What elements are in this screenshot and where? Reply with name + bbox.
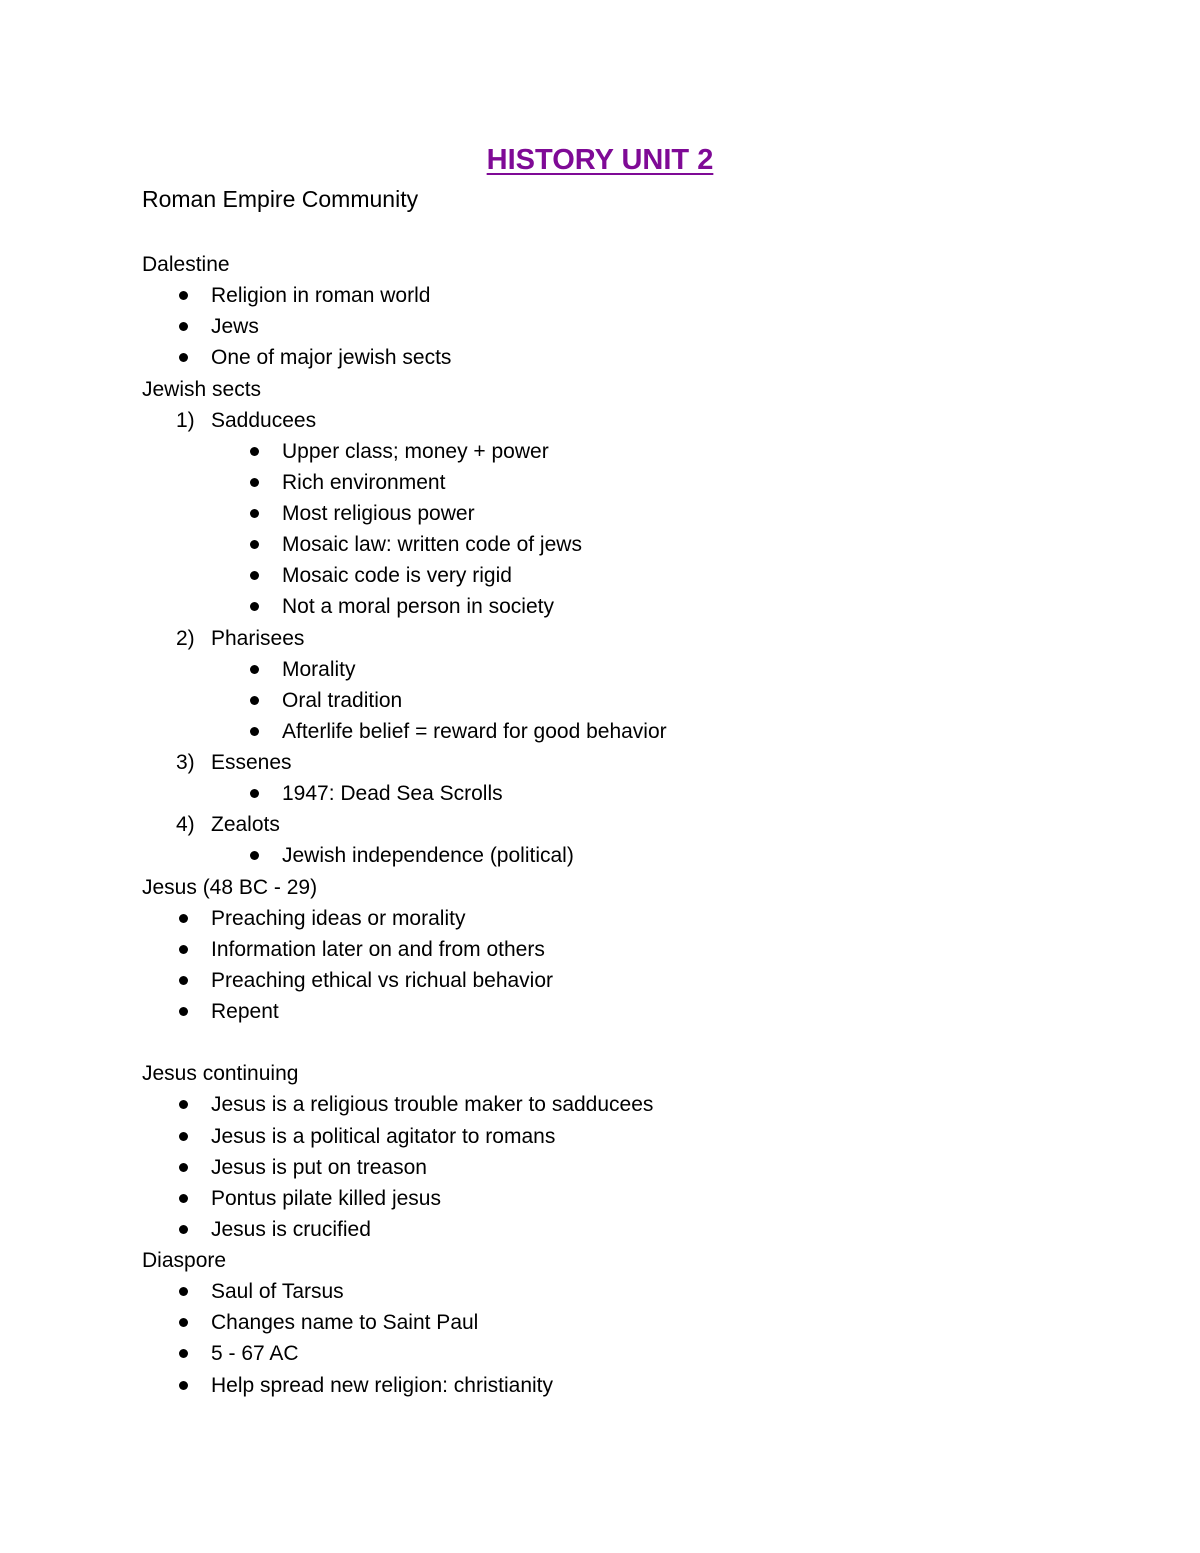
bullet-icon [250, 696, 259, 705]
bullet-icon [179, 1287, 188, 1296]
bullet-item [142, 591, 1142, 622]
bullet-item [142, 311, 1142, 342]
section-heading-jesus-continuing: Jesus continuing [142, 1062, 299, 1086]
bullet-text: Saul of Tarsus [211, 1280, 344, 1304]
bullet-icon [179, 1163, 188, 1172]
bullet-icon [179, 914, 188, 923]
item-number: 4) [176, 813, 195, 837]
bullet-item [142, 1121, 1142, 1152]
bullet-icon [250, 789, 259, 798]
bullet-text: 1947: Dead Sea Scrolls [282, 782, 503, 806]
bullet-icon [179, 1007, 188, 1016]
bullet-item [142, 1152, 1142, 1183]
bullet-icon [179, 1349, 188, 1358]
bullet-icon [179, 976, 188, 985]
item-number: 2) [176, 626, 195, 650]
bullet-item [142, 1276, 1142, 1307]
bullet-icon [250, 665, 259, 674]
bullet-item [142, 342, 1142, 373]
bullet-text: Mosaic code is very rigid [282, 564, 512, 588]
bullet-item [142, 996, 1142, 1027]
bullet-text: Oral tradition [282, 688, 403, 712]
bullet-icon [250, 851, 259, 860]
bullet-item [142, 498, 1142, 529]
bullet-text: Jesus is put on treason [211, 1155, 427, 1179]
bullet-item [142, 280, 1142, 311]
bullet-item [142, 685, 1142, 716]
bullet-text: Morality [282, 657, 356, 681]
section-heading-dalestine: Dalestine [142, 253, 230, 276]
document-title: HISTORY UNIT 2 [486, 144, 714, 176]
bullet-text: Jewish independence (political) [282, 844, 574, 868]
bullet-text: Mosaic law: written code of jews [282, 533, 582, 557]
bullet-text: Jesus is crucified [211, 1217, 371, 1241]
bullet-text: Jesus is a religious trouble maker to sadducees [211, 1093, 654, 1117]
numbered-item-pharisees [142, 623, 1142, 654]
bullet-text: Rich environment [282, 470, 446, 494]
bullet-icon [179, 1381, 188, 1390]
bullet-text: Most religious power [282, 502, 475, 525]
bullet-icon [250, 571, 259, 580]
bullet-text: Repent [211, 1000, 279, 1023]
numbered-item-zealots [142, 809, 1142, 840]
bullet-item [142, 1370, 1142, 1401]
section-heading-diaspore: Diaspore [142, 1249, 227, 1272]
bullet-text: Information later on and from others [211, 937, 545, 961]
item-text: Sadducees [211, 408, 317, 432]
bullet-icon [250, 727, 259, 736]
item-number: 1) [176, 408, 195, 432]
notes-body [142, 249, 1142, 1401]
bullet-item [142, 716, 1142, 747]
bullet-icon [179, 1194, 188, 1203]
bullet-item [142, 840, 1142, 871]
bullet-icon [179, 322, 188, 331]
bullet-text: 5 - 67 AC [211, 1342, 299, 1366]
numbered-item-sadducees [142, 405, 1142, 436]
bullet-text: Help spread new religion: christianity [211, 1373, 553, 1397]
bullet-item [142, 529, 1142, 560]
bullet-text: Religion in roman world [211, 284, 431, 308]
bullet-text: Jews [211, 315, 259, 339]
bullet-icon [179, 1225, 188, 1234]
bullet-icon [250, 478, 259, 487]
bullet-item [142, 965, 1142, 996]
item-text: Zealots [211, 813, 280, 837]
item-text: Pharisees [211, 626, 305, 650]
bullet-icon [179, 1100, 188, 1109]
bullet-icon [179, 353, 188, 362]
bullet-item [142, 1307, 1142, 1338]
bullet-item [142, 903, 1142, 934]
blank-line [142, 1027, 1142, 1058]
bullet-icon [250, 509, 259, 518]
bullet-text: Upper class; money + power [282, 439, 549, 463]
bullet-text: Pontus pilate killed jesus [211, 1186, 441, 1210]
bullet-text: Preaching ideas or morality [211, 906, 466, 930]
bullet-item [142, 467, 1142, 498]
bullet-item [142, 436, 1142, 467]
bullet-item [142, 654, 1142, 685]
item-number: 3) [176, 751, 195, 774]
numbered-item-essenes [142, 747, 1142, 778]
bullet-item [142, 560, 1142, 591]
bullet-text: Not a moral person in society [282, 595, 554, 619]
bullet-item [142, 1338, 1142, 1369]
bullet-text: Afterlife belief = reward for good behavior [282, 719, 667, 743]
bullet-icon [179, 291, 188, 300]
bullet-item [142, 1183, 1142, 1214]
section-heading-jewish-sects: Jewish sects [142, 377, 262, 401]
bullet-text: Changes name to Saint Paul [211, 1311, 479, 1335]
bullet-text: One of major jewish sects [211, 346, 452, 370]
bullet-text: Jesus is a political agitator to romans [211, 1124, 556, 1148]
bullet-item [142, 1089, 1142, 1120]
bullet-icon [179, 945, 188, 954]
section-heading-jesus: Jesus (48 BC - 29) [142, 875, 318, 899]
bullet-icon [179, 1318, 188, 1327]
document-subtitle: Roman Empire Community [142, 186, 419, 212]
bullet-icon [250, 447, 259, 456]
bullet-icon [250, 540, 259, 549]
bullet-icon [179, 1132, 188, 1141]
bullet-item [142, 934, 1142, 965]
bullet-text: Preaching ethical vs richual behavior [211, 968, 554, 992]
bullet-icon [250, 602, 259, 611]
bullet-item [142, 778, 1142, 809]
bullet-item [142, 1214, 1142, 1245]
item-text: Essenes [211, 751, 292, 774]
